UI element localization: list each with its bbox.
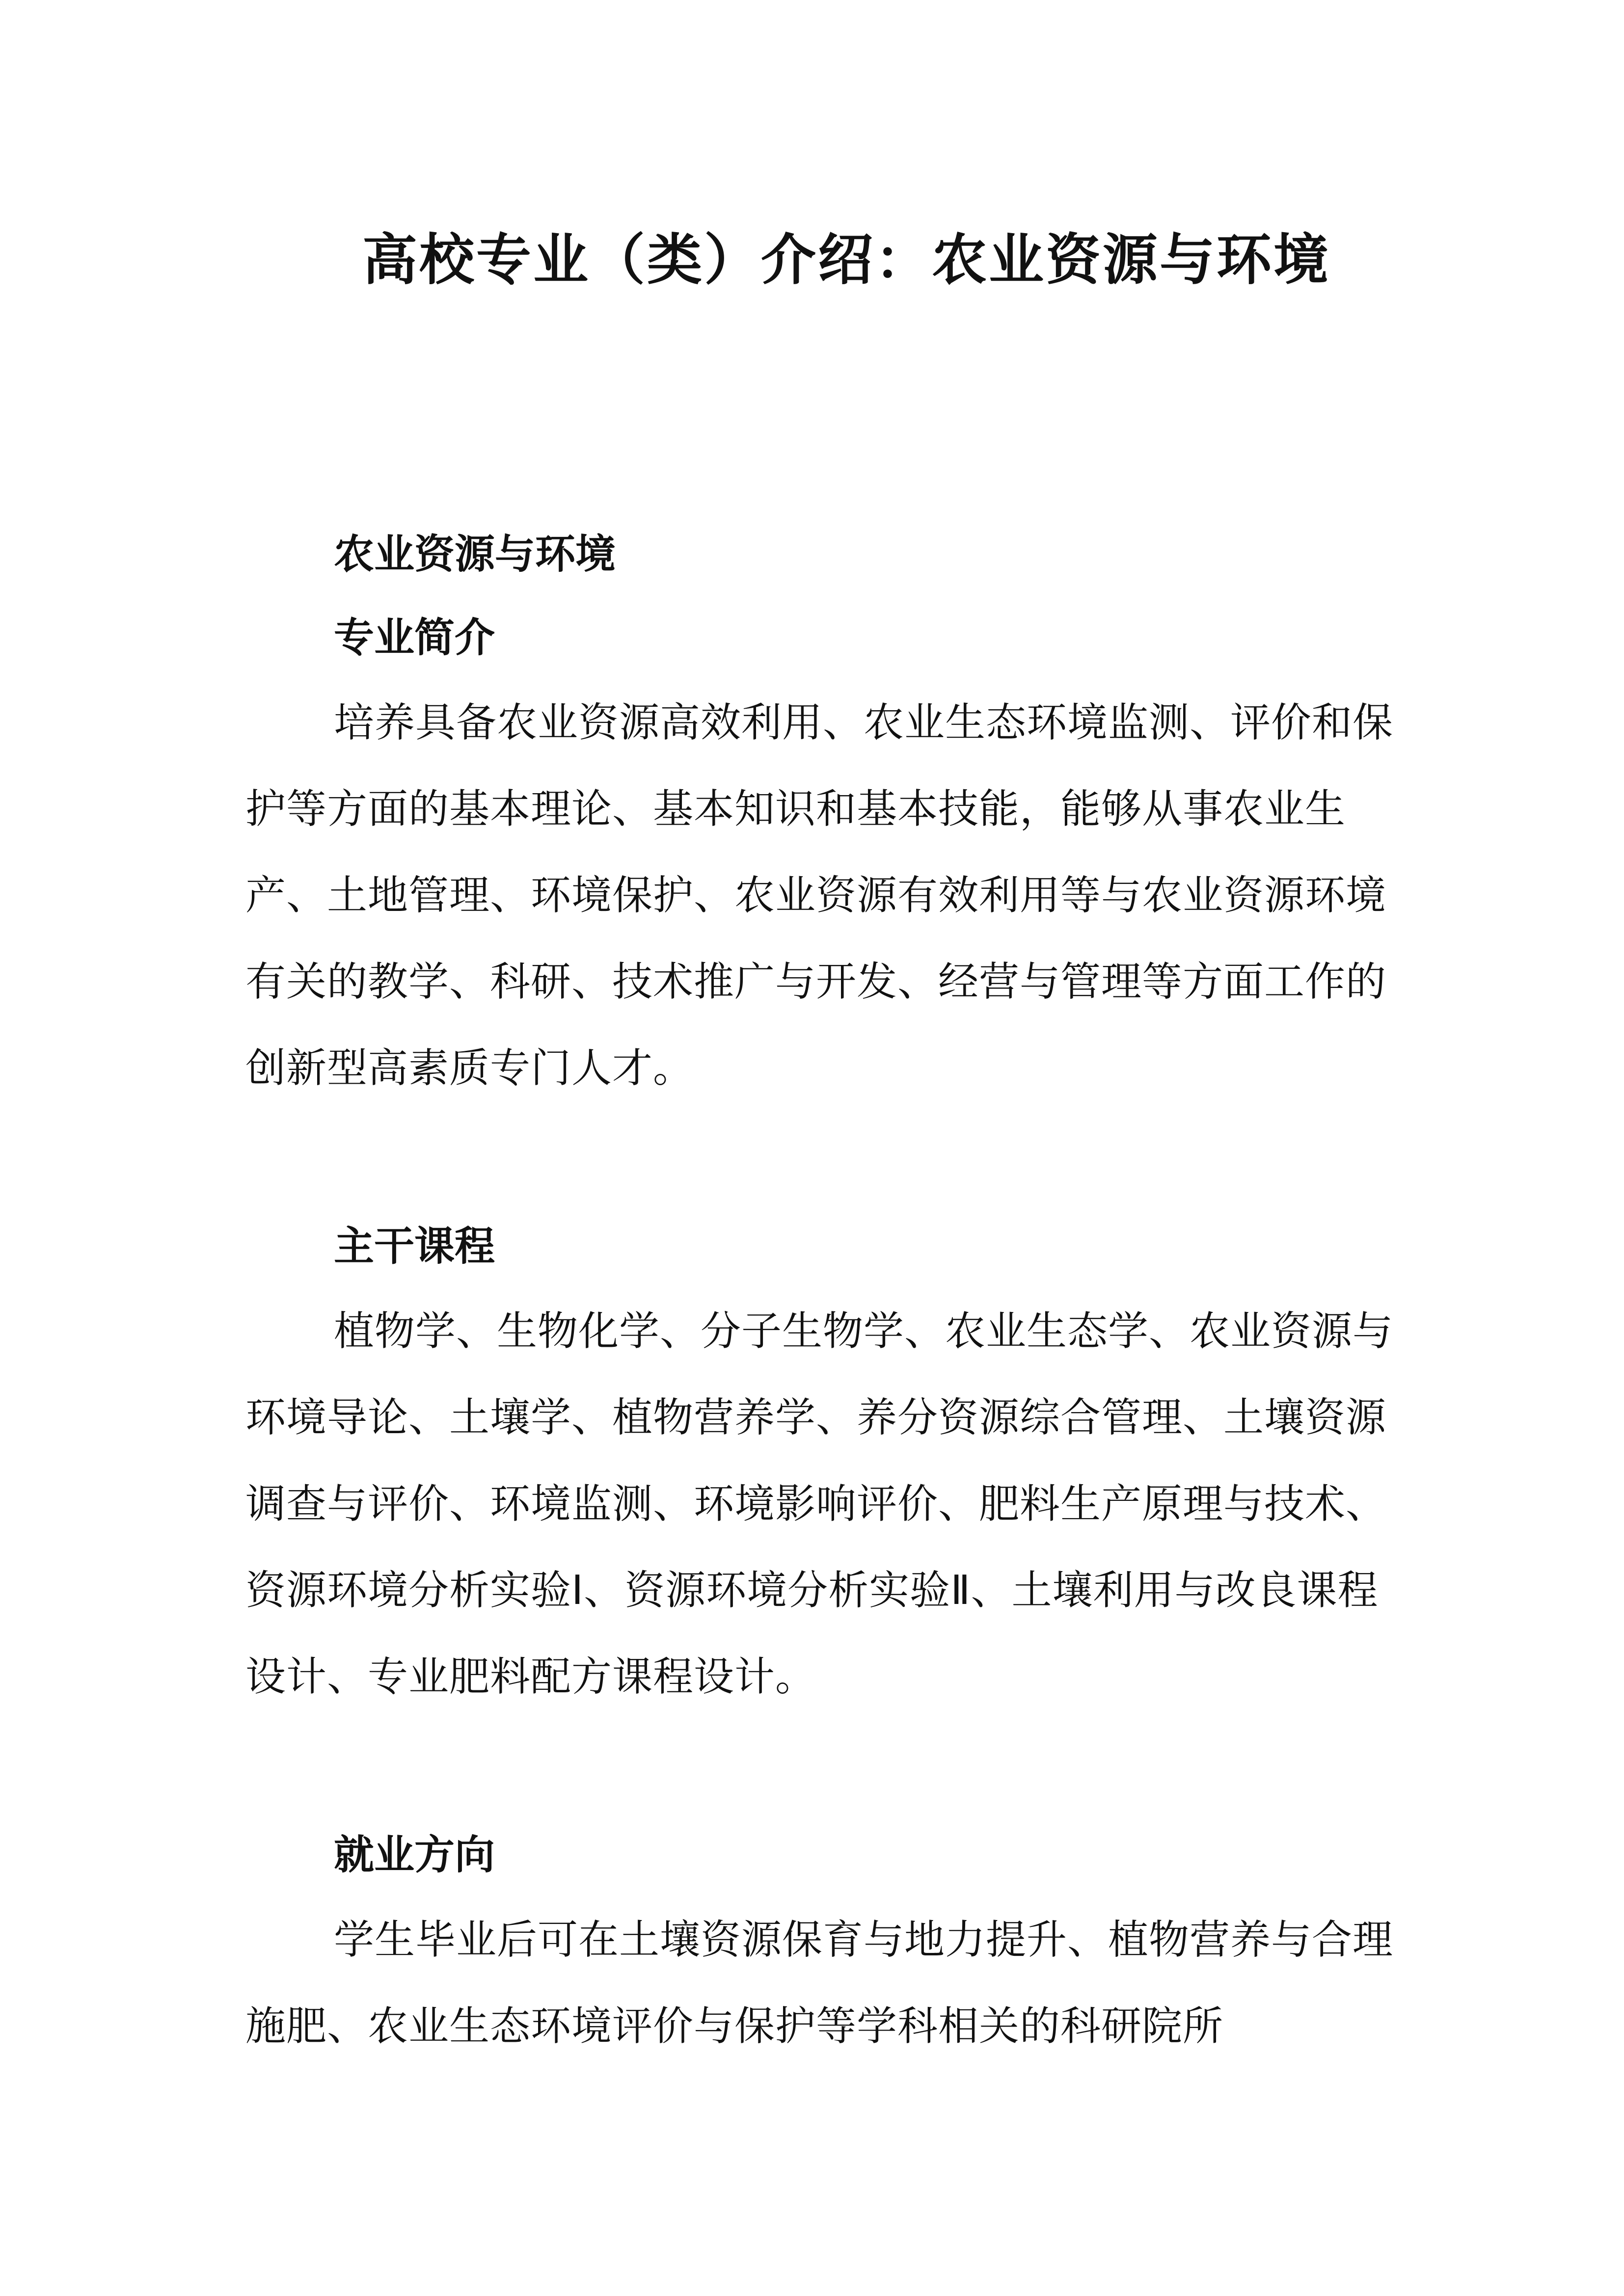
courses-heading: 主干课程 (334, 1223, 495, 1270)
document-title: 高校专业（类）介绍：农业资源与环境 (362, 228, 1330, 292)
document-body (245, 513, 1394, 2070)
courses-paragraph: 植物学、生物化学、分子生物学、农业生态学、农业资源与环境导论、土壤学、植物营养学、养分资源综合管理、土壤资源调查与评价、环境监测、环境影响评价、肥料生产原理与技术、资源环境分析实验Ⅰ、资源环境分析实验Ⅱ、土壤利用与改良课程设计、专业肥料配方课程设计。 (245, 1308, 1394, 1700)
section-spacer (245, 1720, 1394, 1814)
major-name-heading: 农业资源与环境 (334, 531, 616, 578)
employment-paragraph: 学生毕业后可在土壤资源保育与地力提升、植物营养与合理施肥、农业生态环境评价与保护等学科相关的科研院所 (245, 1917, 1394, 2050)
intro-paragraph: 培养具备农业资源高效利用、农业生态环境监测、评价和保护等方面的基本理论、基本知识和基本技能，能够从事农业生产、土地管理、环境保护、农业资源有效利用等与农业资源环境有关的教学、科研、技术推广与开发、经营与管理等方面工作的创新型高素质专门人才。 (245, 699, 1394, 1092)
employment-heading: 就业方向 (334, 1832, 495, 1878)
section-spacer (245, 1112, 1394, 1205)
intro-heading: 专业简介 (334, 614, 495, 661)
